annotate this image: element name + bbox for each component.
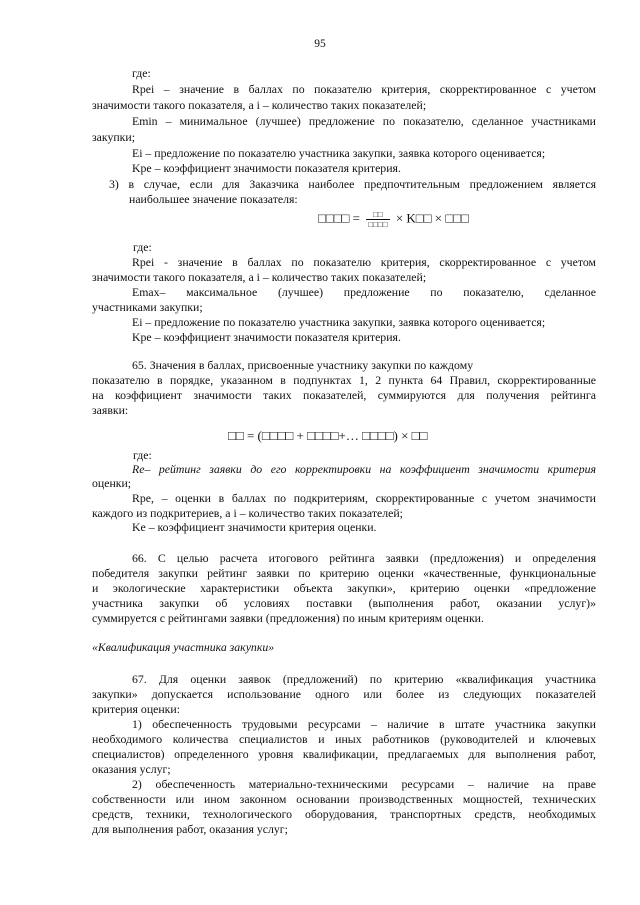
section-heading: «Квалификация участника закупки» xyxy=(92,640,275,654)
text-line: Rpe, – оценки в баллах по подкритериям, скорректированные с учетом значимости xyxy=(132,491,596,505)
text-line: и экологические характеристики объекта закупки», критерию оценки «предложение xyxy=(92,581,596,595)
text-line: Rpei – значение в баллах по показателю критерия, скорректированное с учетом xyxy=(132,82,596,96)
text-line: 1) обеспеченность трудовыми ресурсами – наличие в штате участника закупки xyxy=(132,717,596,731)
text-line: закупки» допускается использование одного или более из следующих показателей xyxy=(92,687,596,701)
text-line: Kpe – коэффициент значимости показателя критерия. xyxy=(132,330,401,344)
text-line: показателю в порядке, указанном в подпунктах 1, 2 пункта 64 Правил, скорректированные xyxy=(92,373,596,387)
page-number: 95 xyxy=(314,38,326,50)
text-line: 67. Для оценки заявок (предложений) по критерию «квалификация участника xyxy=(132,672,596,686)
text-line: заявки: xyxy=(92,403,129,417)
text-line: где: xyxy=(133,240,152,254)
formula-lhs: □□□□ = xyxy=(318,210,360,226)
text-line: на коэффициент значимости таких показателей, суммируются для получения рейтинга xyxy=(92,388,596,402)
formula-fraction xyxy=(366,210,389,229)
text-line: закупки; xyxy=(92,130,135,144)
text-line: значимости такого показателя, а i – количество таких показателей; xyxy=(92,98,427,112)
text-line: 65. Значения в баллах, присвоенные участнику закупки по каждому xyxy=(132,358,474,372)
text-line: каждого из подкритериев, а i – количество таких показателей; xyxy=(92,506,403,520)
text-line: для выполнения работ, оказания услуг; xyxy=(92,822,288,836)
text-line: участниками закупки; xyxy=(92,300,203,314)
text-line: где: xyxy=(132,66,151,80)
text-line: критерия оценки: xyxy=(92,702,181,716)
text-line: оказания услуг; xyxy=(92,762,171,776)
text-line: 2) обеспеченность материально-техническими ресурсами – наличие на праве xyxy=(132,777,596,791)
text-line: средств, техники, технологического оборудования, транспортных средств, необходимых xyxy=(92,807,596,821)
text-line: где: xyxy=(133,448,152,462)
text-line: наибольшее значение показателя: xyxy=(129,192,298,206)
text-line: Ei – предложение по показателю участника закупки, заявка которого оценивается; xyxy=(132,315,546,329)
text-line: собственности или ином законном основании производственных мощностей, технических xyxy=(92,792,596,806)
text-line: 3) в случае, если для Заказчика наиболее предпочтительным предложением является xyxy=(109,177,596,191)
text-line: необходимого количества специалистов и иных работников (руководителей и ключевых xyxy=(92,732,596,746)
text-line: участника закупки об условиях поставки (выполнения работ, оказании услуг)» xyxy=(92,596,596,610)
text-line: Emax– максимальное (лучшее) предложение по показателю, сделанное xyxy=(132,285,596,299)
text-line: Re– рейтинг заявки до его корректировки на коэффициент значимости критерия xyxy=(132,462,596,476)
text-line: Emin – минимальное (лучшее) предложение по показателю, сделанное участниками xyxy=(132,114,596,128)
formula-denominator: □□□□ xyxy=(368,220,388,229)
text-line: Kpe – коэффициент значимости показателя критерия. xyxy=(132,161,401,175)
formula-rhs: × K□□ × □□□ xyxy=(395,210,469,226)
formula-rating: □□ = (□□□□ + □□□□+… □□□□) × □□ xyxy=(228,428,428,443)
text-line: оценки; xyxy=(92,476,132,490)
text-line: специалистов) определенного уровня квалификации, предлагаемых для выполнения работ, xyxy=(92,747,596,761)
formula-max xyxy=(318,210,469,229)
text-line: Rpei - значение в баллах по показателю критерия, скорректированное с учетом xyxy=(132,255,596,269)
text-line: суммируется с рейтингами заявки (предложения) по иным критериям оценки. xyxy=(92,611,484,625)
text-line: значимости такого показателя, а i – количество таких показателей; xyxy=(92,270,427,284)
text-line: Ei – предложение по показателю участника закупки, заявка которого оценивается; xyxy=(132,146,546,160)
text-line: победителя закупки рейтинг заявки по критерию оценки «качественные, функциональные xyxy=(92,566,596,580)
text-line: Ke – коэффициент значимости критерия оценки. xyxy=(132,520,377,534)
formula-numerator: □□ xyxy=(366,210,389,220)
text-line: 66. С целью расчета итогового рейтинга заявки (предложения) и определения xyxy=(132,551,596,565)
